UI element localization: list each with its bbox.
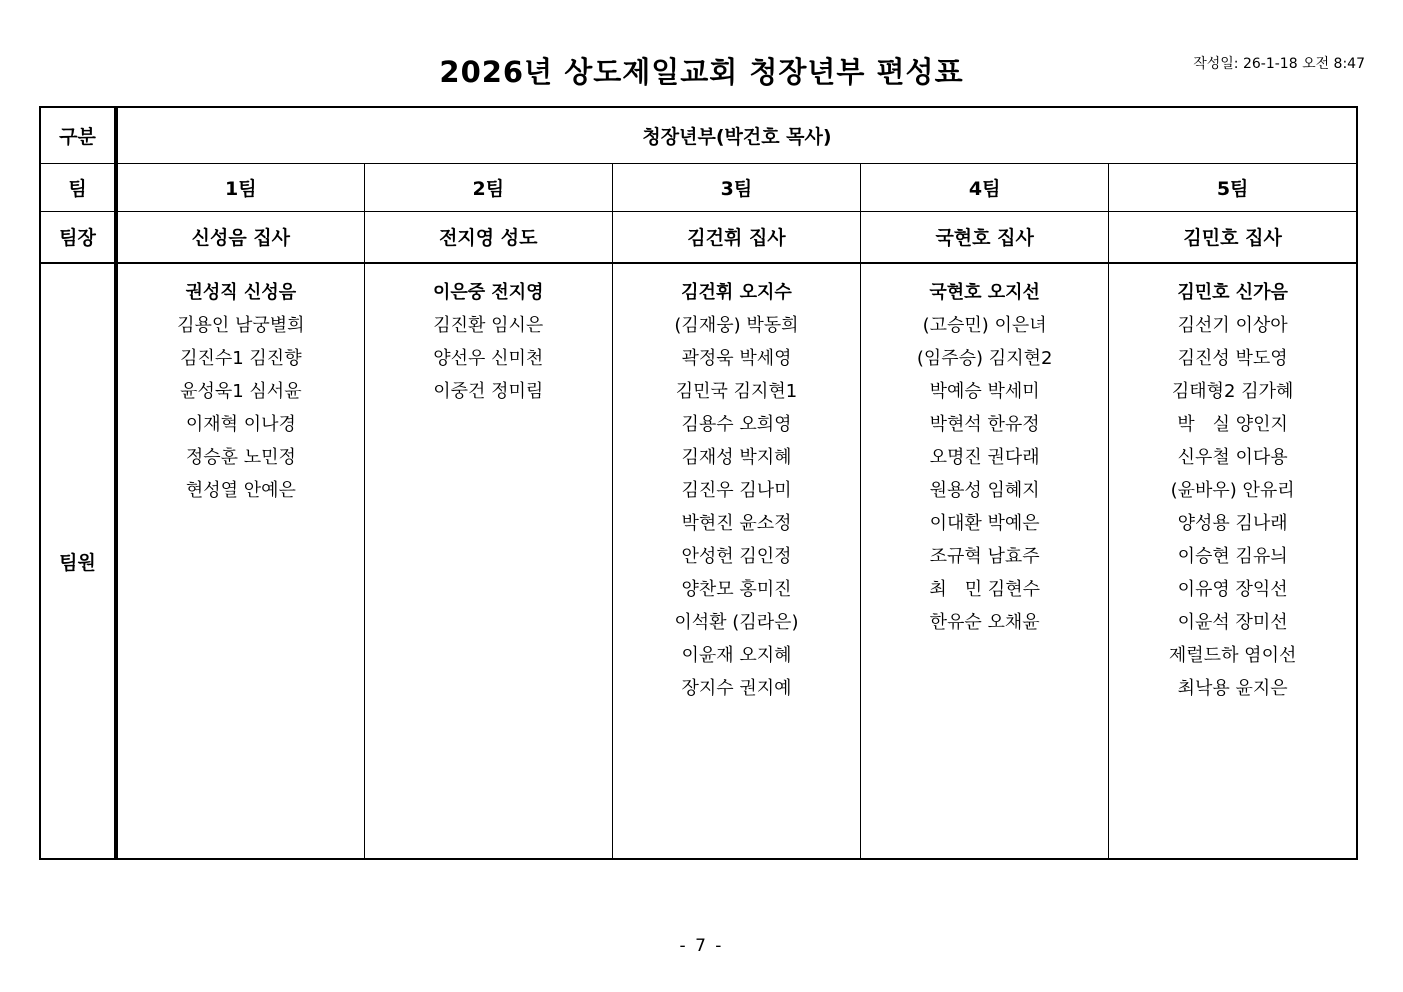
team-name-3: 3팀 <box>612 163 860 211</box>
page-number: - 7 - <box>679 936 724 956</box>
team-name-4: 4팀 <box>861 163 1109 211</box>
team-name-1: 1팀 <box>116 163 364 211</box>
document-title: 2026년 상도제일교회 청장년부 편성표 <box>439 55 964 89</box>
member-pair: 김용수 오희영 <box>681 414 792 435</box>
team-members-3 <box>612 263 860 859</box>
row-members <box>40 263 1357 859</box>
created-timestamp: 작성일: 26-1-18 오전 8:47 <box>1193 56 1365 72</box>
member-pair: 이은중 전지영 <box>432 282 544 303</box>
row-team <box>40 163 1357 211</box>
member-pair: 박 실 양인지 <box>1177 414 1288 435</box>
member-pair: (임주승) 김지현2 <box>916 348 1053 369</box>
member-pair: 현성열 안예은 <box>185 480 296 501</box>
member-pair: 박현석 한유정 <box>929 414 1040 435</box>
team-members-1 <box>116 263 364 859</box>
label-gubun: 구분 <box>40 107 116 163</box>
member-pair: 장지수 권지예 <box>681 678 792 699</box>
row-gubun <box>40 107 1357 163</box>
member-pair: 이대환 박예은 <box>929 513 1040 534</box>
member-pair: 원용성 임혜지 <box>929 480 1040 501</box>
member-pair: (윤바우) 안유리 <box>1170 480 1295 501</box>
member-pair: 신우철 이다용 <box>1177 447 1288 468</box>
member-pair: 김건휘 오지수 <box>681 282 792 303</box>
team-members-5 <box>1109 263 1357 859</box>
member-pair: 양성용 김나래 <box>1177 513 1288 534</box>
member-pair: 김태형2 김가혜 <box>1171 381 1294 402</box>
member-pair: 오명진 권다래 <box>929 447 1040 468</box>
member-pair: 김재성 박지혜 <box>681 447 792 468</box>
member-pair: 최 민 김현수 <box>929 579 1040 600</box>
member-pair: 제럴드하 염이선 <box>1168 645 1297 666</box>
member-pair: 안성헌 김인정 <box>681 546 792 567</box>
member-pair: 양선우 신미천 <box>433 348 544 369</box>
row-leader <box>40 211 1357 263</box>
member-pair: 김진환 임시은 <box>433 315 544 336</box>
member-pair: 이유영 장익선 <box>1177 579 1288 600</box>
member-pair: 김용인 남궁별희 <box>177 315 305 336</box>
label-team: 팀 <box>40 163 116 211</box>
team-leader-4: 국현호 집사 <box>861 211 1109 263</box>
member-pair: 김진성 박도영 <box>1177 348 1288 369</box>
team-members-2 <box>364 263 612 859</box>
member-pair: 이윤석 장미선 <box>1177 612 1288 633</box>
member-pair: 이재혁 이나경 <box>185 414 296 435</box>
member-pair: 한유순 오채윤 <box>929 612 1040 633</box>
member-pair: 국현호 오지선 <box>929 282 1040 303</box>
member-pair: 권성직 신성음 <box>185 282 297 303</box>
department-name: 청장년부(박건호 목사) <box>116 107 1357 163</box>
member-pair: 김민국 김지현1 <box>675 381 798 402</box>
member-pair: 김선기 이상아 <box>1177 315 1288 336</box>
team-name-2: 2팀 <box>364 163 612 211</box>
member-pair: 윤성욱1 심서윤 <box>180 381 302 402</box>
member-pair: 박예승 박세미 <box>929 381 1040 402</box>
member-pair: 최낙용 윤지은 <box>1177 678 1288 699</box>
team-name-5: 5팀 <box>1109 163 1357 211</box>
team-members-4 <box>861 263 1109 859</box>
label-members: 팀원 <box>40 263 116 859</box>
label-leader: 팀장 <box>40 211 116 263</box>
member-pair: 김진수1 김진향 <box>180 348 302 369</box>
team-leader-1: 신성음 집사 <box>116 211 364 263</box>
member-pair: 양찬모 홍미진 <box>681 579 792 600</box>
member-pair: (김재웅) 박동희 <box>674 315 799 336</box>
member-pair: 박현진 윤소정 <box>681 513 792 534</box>
member-pair: 이승현 김유늬 <box>1177 546 1288 567</box>
member-pair: 정승훈 노민정 <box>185 447 296 468</box>
member-pair: 이중건 정미림 <box>433 381 544 402</box>
member-pair: 김민호 신가음 <box>1177 282 1288 303</box>
roster-table <box>39 106 1358 860</box>
member-pair: 김진우 김나미 <box>681 480 792 501</box>
team-leader-2: 전지영 성도 <box>364 211 612 263</box>
team-leader-5: 김민호 집사 <box>1109 211 1357 263</box>
member-pair: (고승민) 이은녀 <box>922 315 1047 336</box>
team-leader-3: 김건휘 집사 <box>612 211 860 263</box>
member-pair: 이윤재 오지혜 <box>681 645 792 666</box>
member-pair: 곽정욱 박세영 <box>681 348 792 369</box>
member-pair: 조규혁 남효주 <box>929 546 1040 567</box>
member-pair: 이석환 (김라은) <box>674 612 799 633</box>
